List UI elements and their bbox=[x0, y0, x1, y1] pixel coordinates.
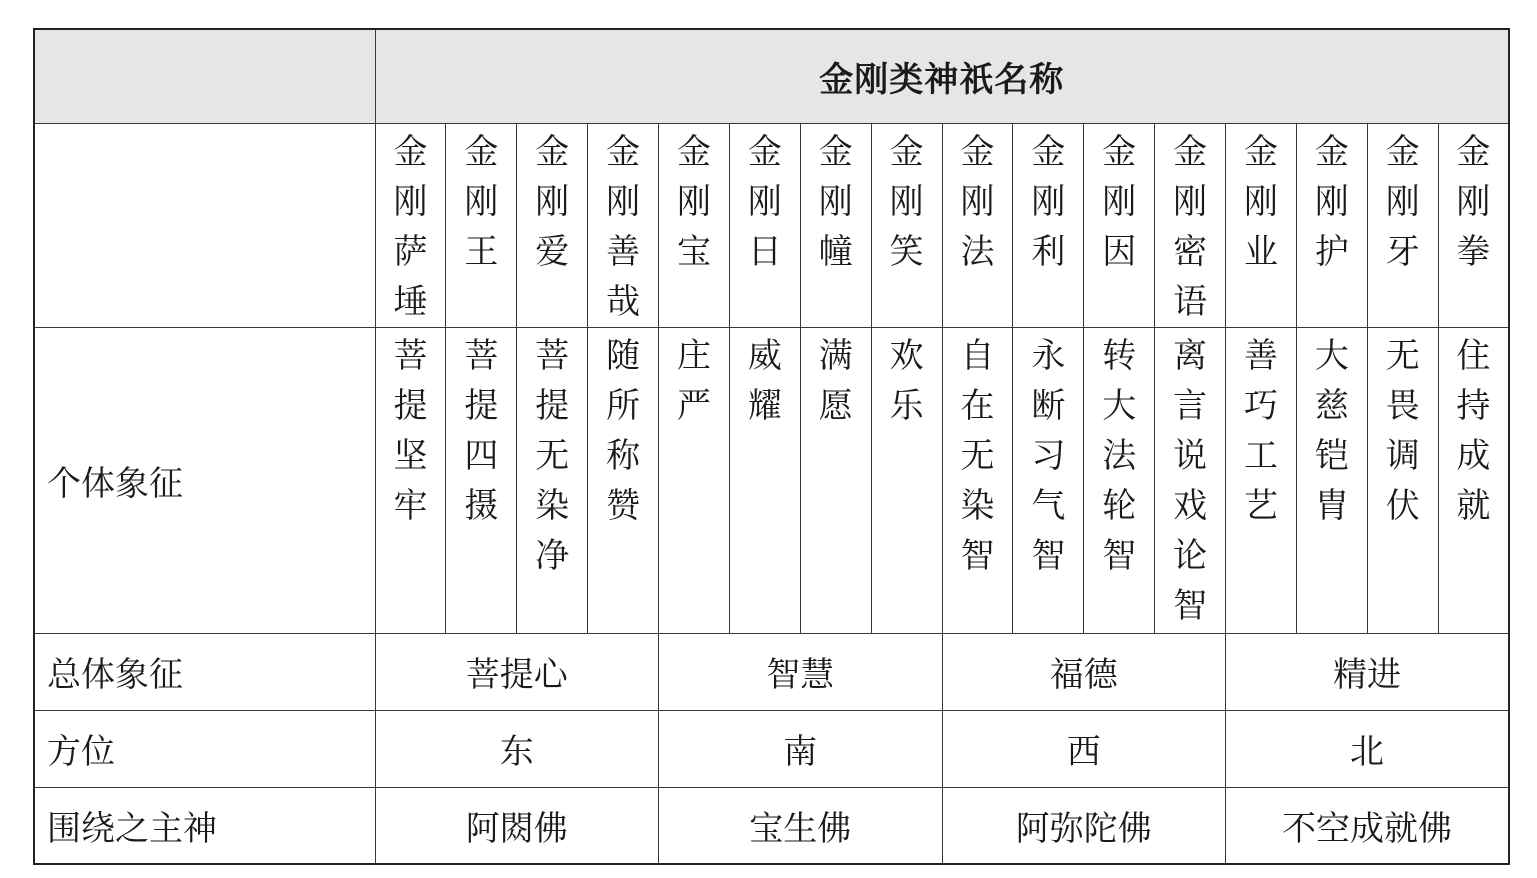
direction-label: 方位 bbox=[34, 710, 375, 787]
symbol-cell bbox=[729, 327, 800, 633]
symbol-cell bbox=[1296, 327, 1367, 633]
symbol-cell bbox=[1438, 327, 1509, 633]
deity-name: 金刚宝 bbox=[676, 131, 711, 272]
symbol-cell bbox=[800, 327, 871, 633]
overall-symbol-row bbox=[34, 633, 1509, 710]
name-cell bbox=[1226, 123, 1297, 327]
individual-symbol: 菩提坚牢 bbox=[393, 335, 428, 526]
name-cell bbox=[659, 123, 730, 327]
direction-cell: 北 bbox=[1226, 710, 1510, 787]
main-deity-row bbox=[34, 787, 1509, 864]
deity-table bbox=[33, 28, 1510, 865]
main-deity-label: 围绕之主神 bbox=[34, 787, 375, 864]
individual-symbol: 善巧工艺 bbox=[1243, 335, 1278, 526]
name-cell bbox=[375, 123, 446, 327]
direction-cell: 西 bbox=[942, 710, 1226, 787]
names-row bbox=[34, 123, 1509, 327]
symbol-cell bbox=[446, 327, 517, 633]
symbol-cell bbox=[517, 327, 588, 633]
symbol-cell bbox=[1155, 327, 1226, 633]
individual-symbol: 自在无染智 bbox=[960, 335, 995, 576]
name-cell bbox=[942, 123, 1013, 327]
individual-symbol: 转大法轮智 bbox=[1102, 335, 1137, 576]
symbol-cell bbox=[1367, 327, 1438, 633]
name-cell bbox=[1084, 123, 1155, 327]
overall-symbol-cell: 菩提心 bbox=[375, 633, 659, 710]
name-cell bbox=[1155, 123, 1226, 327]
symbol-cell bbox=[942, 327, 1013, 633]
individual-symbol: 无畏调伏 bbox=[1385, 335, 1420, 526]
name-cell bbox=[1296, 123, 1367, 327]
individual-symbol: 住持成就 bbox=[1456, 335, 1491, 526]
deity-name: 金刚爱 bbox=[535, 131, 570, 272]
deity-name: 金刚业 bbox=[1243, 131, 1278, 272]
deity-name: 金刚幢 bbox=[818, 131, 853, 272]
deity-name: 金刚护 bbox=[1314, 131, 1349, 272]
overall-symbol-cell: 智慧 bbox=[659, 633, 943, 710]
individual-symbol: 离言说戏论智 bbox=[1173, 335, 1208, 626]
symbol-cell bbox=[1084, 327, 1155, 633]
deity-name: 金刚笑 bbox=[889, 131, 924, 272]
name-cell bbox=[729, 123, 800, 327]
individual-symbol: 菩提无染净 bbox=[535, 335, 570, 576]
overall-symbol-label: 总体象征 bbox=[34, 633, 375, 710]
deity-name: 金刚密语 bbox=[1173, 131, 1208, 322]
individual-symbol: 庄严 bbox=[676, 335, 711, 426]
individual-symbol: 菩提四摄 bbox=[464, 335, 499, 526]
individual-symbol: 欢乐 bbox=[889, 335, 924, 426]
name-cell bbox=[1013, 123, 1084, 327]
deity-name: 金刚萨埵 bbox=[393, 131, 428, 322]
header-row bbox=[34, 29, 1509, 123]
individual-symbol: 永断习气智 bbox=[1031, 335, 1066, 576]
direction-cell: 东 bbox=[375, 710, 659, 787]
deity-name: 金刚王 bbox=[464, 131, 499, 272]
direction-row bbox=[34, 710, 1509, 787]
deity-name: 金刚拳 bbox=[1456, 131, 1491, 272]
name-cell bbox=[588, 123, 659, 327]
symbol-cell bbox=[871, 327, 942, 633]
names-label-cell bbox=[34, 123, 375, 327]
individual-symbol: 大慈铠胄 bbox=[1314, 335, 1349, 526]
main-deity-cell: 阿弥陀佛 bbox=[942, 787, 1226, 864]
main-deity-cell: 不空成就佛 bbox=[1226, 787, 1510, 864]
individual-symbol-label: 个体象征 bbox=[34, 327, 375, 633]
individual-symbol: 满愿 bbox=[818, 335, 853, 426]
table-title: 金刚类神祇名称 bbox=[375, 29, 1509, 123]
overall-symbol-cell: 精进 bbox=[1226, 633, 1510, 710]
individual-symbol: 随所称赞 bbox=[606, 335, 641, 526]
symbol-cell bbox=[1226, 327, 1297, 633]
name-cell bbox=[1438, 123, 1509, 327]
individual-symbol-row bbox=[34, 327, 1509, 633]
symbol-cell bbox=[1013, 327, 1084, 633]
symbol-cell bbox=[588, 327, 659, 633]
overall-symbol-cell: 福德 bbox=[942, 633, 1226, 710]
name-cell bbox=[871, 123, 942, 327]
deity-name: 金刚因 bbox=[1102, 131, 1137, 272]
symbol-cell bbox=[659, 327, 730, 633]
name-cell bbox=[1367, 123, 1438, 327]
individual-symbol: 威耀 bbox=[747, 335, 782, 426]
main-deity-cell: 阿閦佛 bbox=[375, 787, 659, 864]
main-deity-cell: 宝生佛 bbox=[659, 787, 943, 864]
direction-cell: 南 bbox=[659, 710, 943, 787]
deity-name: 金刚牙 bbox=[1385, 131, 1420, 272]
deity-name: 金刚法 bbox=[960, 131, 995, 272]
deity-name: 金刚善哉 bbox=[606, 131, 641, 322]
deity-name: 金刚日 bbox=[747, 131, 782, 272]
symbol-cell bbox=[375, 327, 446, 633]
name-cell bbox=[446, 123, 517, 327]
deity-name: 金刚利 bbox=[1031, 131, 1066, 272]
name-cell bbox=[800, 123, 871, 327]
corner-cell bbox=[34, 29, 375, 123]
name-cell bbox=[517, 123, 588, 327]
